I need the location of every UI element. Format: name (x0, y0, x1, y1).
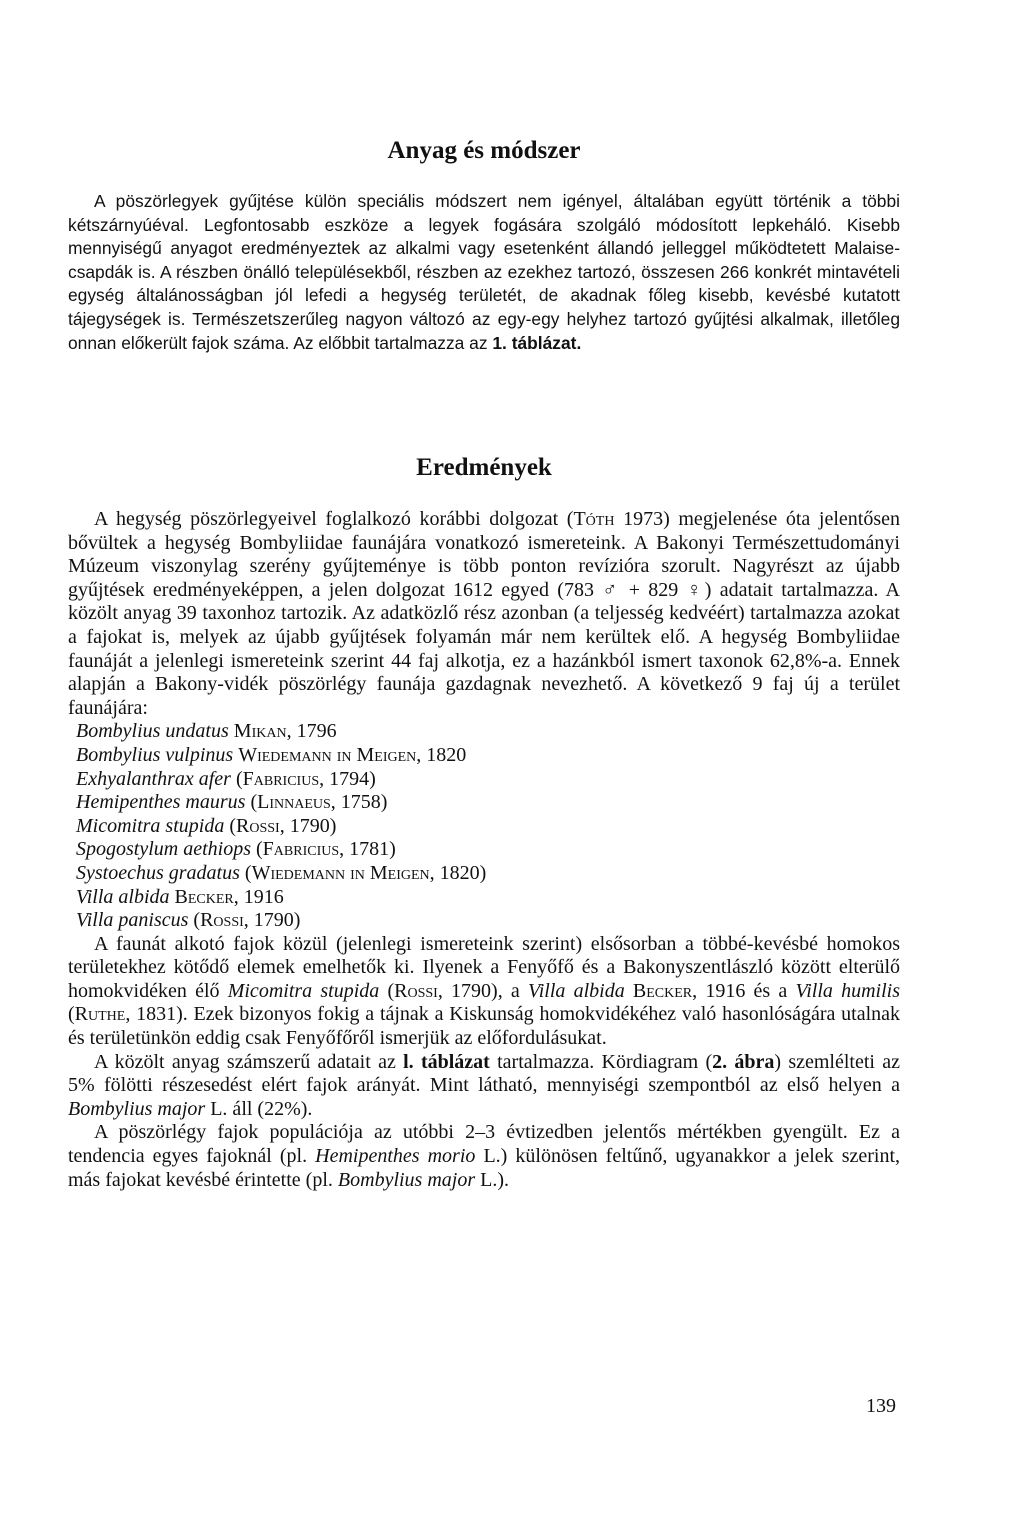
results-paragraph-4: A pöszörlégy fajok populációja az utóbbi 2–3 évtizedben jelentős mértékben gyengült. Ez a tendencia egyes fajoknál (pl. Hemipenthes morio L.) különösen feltűnő, ugyanakkor a jelek szerint, más fajokat kevésbé érintette (pl. Bombylius major L.). (68, 1121, 901, 1191)
species-item: Bombylius undatus Mikan, 1796 (76, 720, 337, 743)
species-item: Hemipenthes maurus (Linnaeus, 1758) (76, 791, 388, 814)
results-body (68, 508, 900, 1192)
materials-methods-paragraph: A pöszörlegyek gyűjtése külön speciális módszert nem igényel, általában együtt történik a többi kétszárnyúéval. Legfontosabb eszköze a legyek fogására szolgáló módosított lepkeháló. Kisebb mennyiségű anyagot eredményeztek az alkalmi vagy esetenként állandó jelleggel működtetett Malaise-csapdák is. A részben önálló településekből, részben az ezekhez tartozó, összesen 266 konkrét mintavételi egység általánosságban jól lefedi a hegység területét, de akadnak főleg kisebb, kevésbé kutatott tájegységek is. Természetszerűleg nagyon változó az egy-egy helyhez tartozó gyűjtési alkalmak, illetőleg onnan előkerült fajok száma. Az előbbit tartalmazza az 1. táblázat. (68, 191, 900, 353)
species-item: Spogostylum aethiops (Fabricius, 1781) (76, 838, 396, 861)
results-paragraph-2: A faunát alkotó fajok közül (jelenlegi ismereteink szerint) elsősorban a többé-kevésbé homokos területekhez kötődő elemek emelhetők ki. Ilyenek a Fenyőfő és a Bakonyszentlászló között elterülő homokvidéken élő Micomitra stupida (Rossi, 1790), a Villa albida Becker, 1916 és a Villa humilis (Ruthe, 1831). Ezek bizonyos fokig a tájnak a Kiskunság homokvidékéhez való hasonlóságára utalnak és területünkön eddig csak Fenyőfőről ismerjük az előfordulásukat. (68, 932, 901, 1050)
species-item: Micomitra stupida (Rossi, 1790) (76, 814, 337, 837)
section-heading-materials-methods: Anyag és módszer (387, 137, 581, 164)
table-reference: 1. táblázat. (492, 332, 582, 353)
species-item: Exhyalanthrax afer (Fabricius, 1794) (76, 767, 376, 790)
page-number: 139 (866, 1395, 896, 1417)
species-item: Bombylius vulpinus Wiedemann in Meigen, 1820 (76, 743, 467, 766)
species-item: Systoechus gradatus (Wiedemann in Meigen, 1820) (76, 861, 487, 884)
new-species-list (68, 720, 900, 932)
results-paragraph-3: A közölt anyag számszerű adatait az l. táblázat tartalmazza. Kördiagram (2. ábra) szemlélteti az 5% fölötti részesedést elért fajok arányát. Mint látható, mennyiségi szempontból az első helyen a Bombylius major L. áll (22%). (68, 1050, 900, 1120)
species-item: Villa albida Becker, 1916 (76, 885, 284, 908)
results-paragraph-1: A hegység pöszörlegyeivel foglalkozó korábbi dolgozat (Tóth 1973) megjelenése óta jelentősen bővültek a hegység Bombyliidae faunájára vonatkozó ismereteink. A Bakonyi Természettudományi Múzeum viszonylag szerény gyűjteménye is több ponton revízióra szorult. Nagyrészt az újabb gyűjtések eredményeképpen, a jelen dolgozat 1612 egyed (783 ♂ + 829 ♀) adatait tartalmazza. A közölt anyag 39 taxonhoz tartozik. Az adatközlő rész azonban (a teljesség kedvéért) tartalmazza azokat a fajokat is, melyek az újabb gyűjtések folyamán már nem kerültek elő. A hegység Bombyliidae faunáját a jelenlegi ismereteink szerint 44 faj alkotja, ez a hazánkból ismert taxonok 62,8%-a. Ennek alapján a Bakony-vidék pöszörlégy faunája gazdagnak nevezhető. A következő 9 faj új a terület faunájára: (68, 508, 900, 719)
species-item: Villa paniscus (Rossi, 1790) (76, 909, 301, 932)
materials-methods-body (68, 190, 900, 355)
section-heading-results: Eredmények (416, 454, 552, 481)
